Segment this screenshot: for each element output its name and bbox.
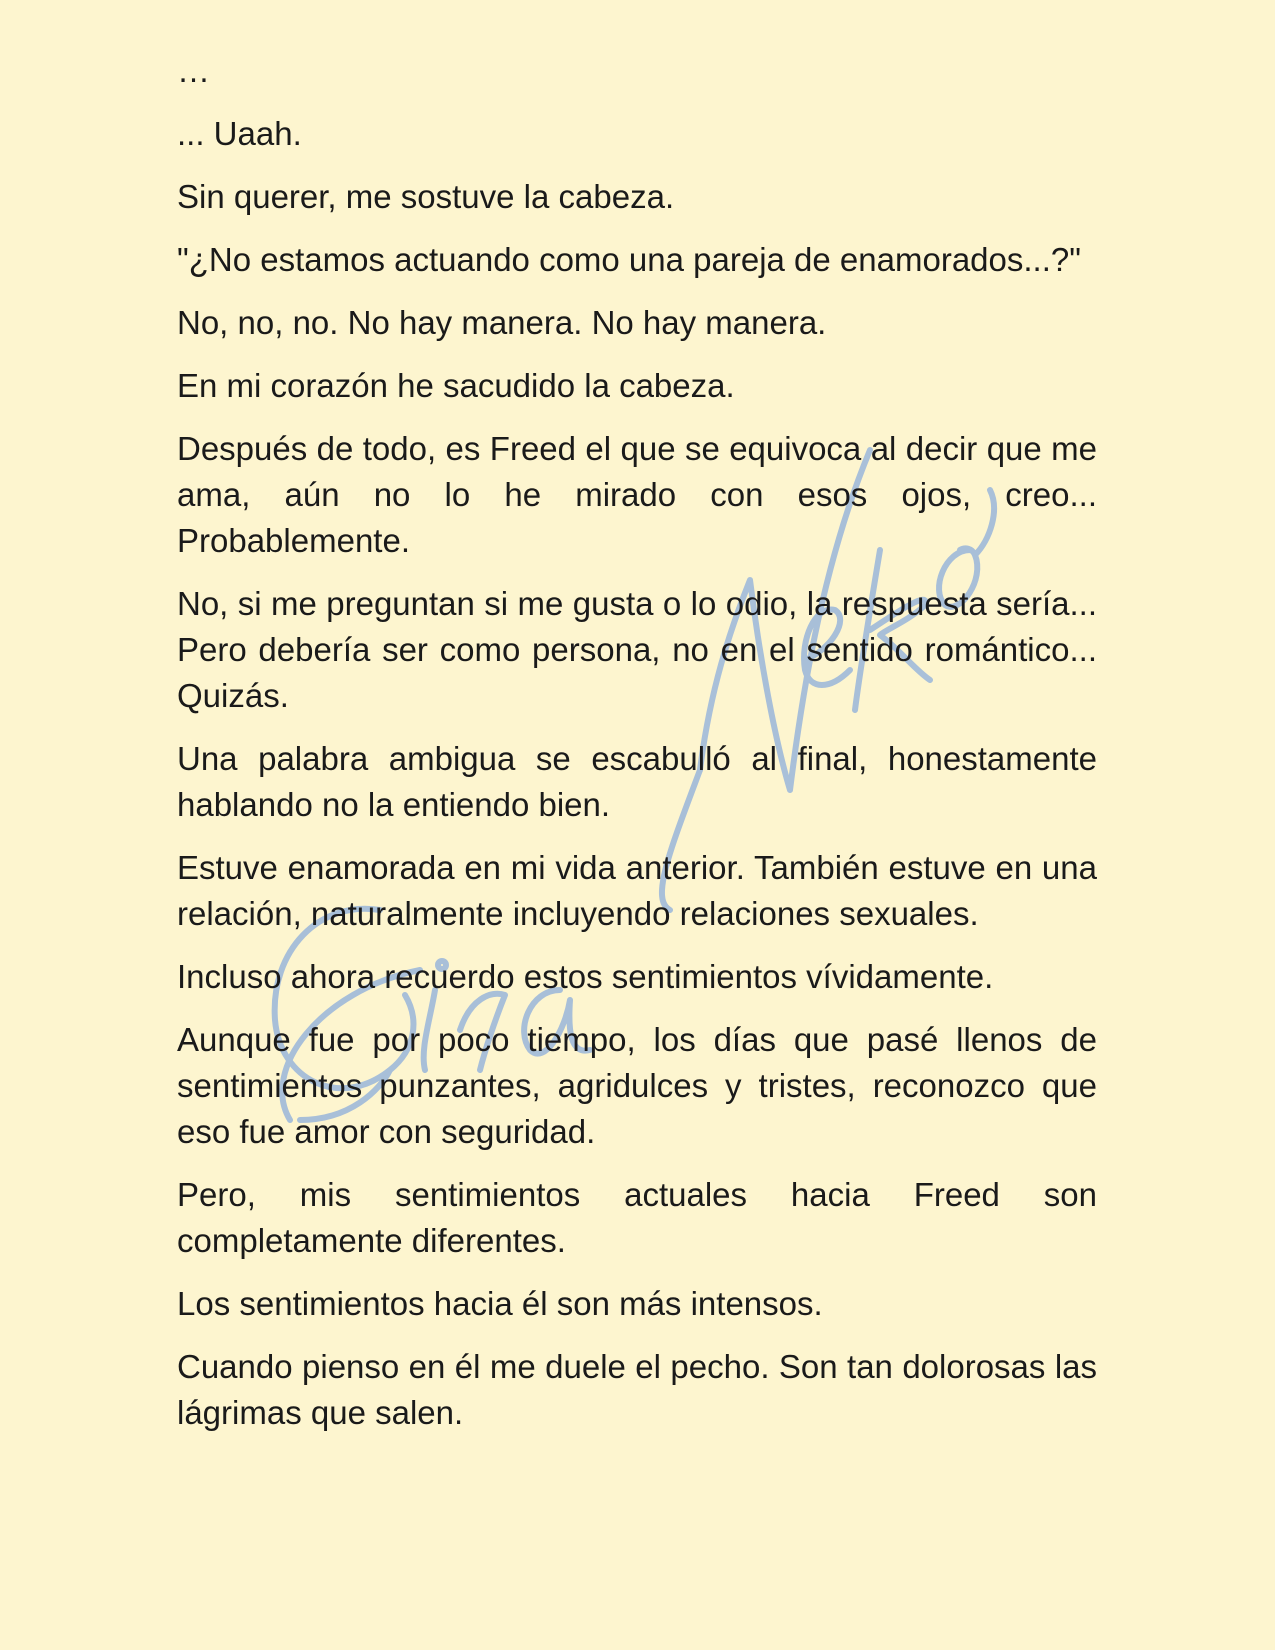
paragraph: No, si me preguntan si me gusta o lo odio, la respuesta sería... Pero debería ser como persona, no en el sentido romántico... Quizás.	[177, 585, 1097, 714]
paragraph: ... Uaah.	[177, 115, 302, 152]
paragraph: Los sentimientos hacia él son más intensos.	[177, 1285, 823, 1322]
paragraph: No, no, no. No hay manera. No hay manera.	[177, 304, 827, 341]
paragraph: En mi corazón he sacudido la cabeza.	[177, 367, 735, 404]
paragraph: Cuando pienso en él me duele el pecho. Son tan dolorosas las lágrimas que salen.	[177, 1348, 1097, 1431]
text-body	[177, 48, 1097, 1453]
paragraph: Sin querer, me sostuve la cabeza.	[177, 178, 675, 215]
paragraph: Incluso ahora recuerdo estos sentimientos vívidamente.	[177, 958, 994, 995]
paragraph: "¿No estamos actuando como una pareja de enamorados...?"	[177, 241, 1081, 278]
paragraph: Pero, mis sentimientos actuales hacia Freed son completamente diferentes.	[177, 1176, 1097, 1259]
paragraph: …	[177, 52, 210, 89]
paragraph: Aunque fue por poco tiempo, los días que pasé llenos de sentimientos punzantes, agridulces y tristes, reconozco que eso fue amor con seguridad.	[177, 1021, 1097, 1150]
paragraph: Estuve enamorada en mi vida anterior. También estuve en una relación, naturalmente incluyendo relaciones sexuales.	[177, 849, 1097, 932]
paragraph: Después de todo, es Freed el que se equivoca al decir que me ama, aún no lo he mirado con esos ojos, creo... Probablemente.	[177, 430, 1097, 559]
paragraph: Una palabra ambigua se escabulló al final, honestamente hablando no la entiendo bien.	[177, 740, 1097, 823]
